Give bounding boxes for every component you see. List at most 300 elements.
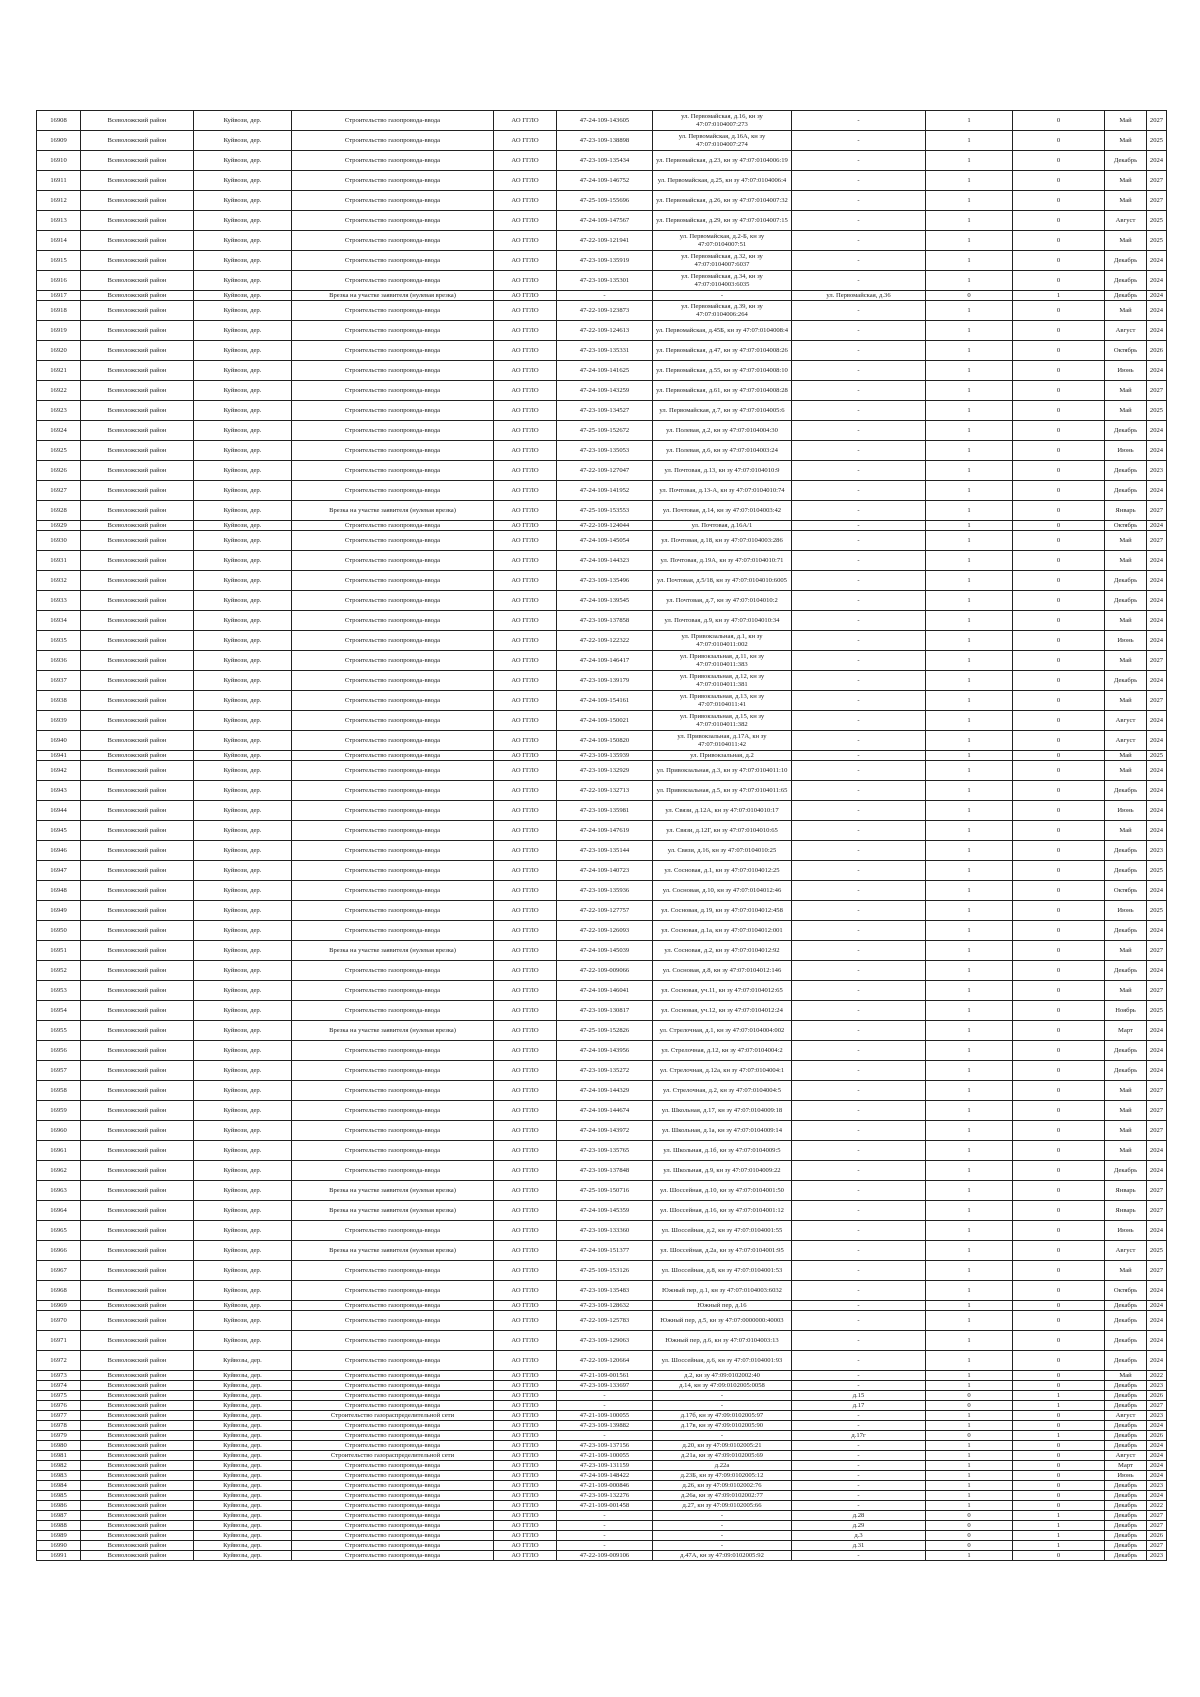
- settlement-cell: Куйвозы, дер.: [194, 1431, 292, 1441]
- work-type-cell: Строительство газопровода-ввода: [292, 631, 494, 651]
- row-number: 16925: [37, 441, 81, 461]
- table-row: [37, 131, 1167, 151]
- count-a-cell: 1: [926, 1371, 1013, 1381]
- address-cell: -: [792, 671, 926, 691]
- address-cell: -: [792, 1551, 926, 1561]
- count-b-cell: 0: [1013, 801, 1105, 821]
- organization-cell: АО ГГЛО: [494, 781, 557, 801]
- count-a-cell: 1: [926, 821, 1013, 841]
- count-b-cell: 0: [1013, 961, 1105, 981]
- table-row: [37, 1351, 1167, 1371]
- district-cell: Всеволожский район: [81, 1511, 194, 1521]
- year-cell: 2024: [1147, 731, 1167, 751]
- year-cell: 2024: [1147, 611, 1167, 631]
- count-b-cell: 0: [1013, 131, 1105, 151]
- address-cell: -: [792, 381, 926, 401]
- address-cell: -: [792, 1221, 926, 1241]
- count-b-cell: 0: [1013, 611, 1105, 631]
- address-cell: -: [792, 111, 926, 131]
- work-type-cell: Строительство газопровода-ввода: [292, 1331, 494, 1351]
- address-cell: -: [792, 421, 926, 441]
- settlement-cell: Куйвозы, дер.: [194, 1391, 292, 1401]
- count-a-cell: 1: [926, 901, 1013, 921]
- address-cadastral-cell: ул. Первомайская, д.61, кн зу 47:07:0104008:28: [653, 381, 792, 401]
- address-cadastral-cell: ул. Привокзальная, д.2: [653, 751, 792, 761]
- organization-cell: АО ГГЛО: [494, 271, 557, 291]
- organization-cell: АО ГГЛО: [494, 191, 557, 211]
- organization-cell: АО ГГЛО: [494, 571, 557, 591]
- organization-cell: АО ГГЛО: [494, 461, 557, 481]
- count-a-cell: 1: [926, 1301, 1013, 1311]
- month-cell: Май: [1105, 1121, 1147, 1141]
- address-cadastral-cell: ул. Почтовая, д.9, кн зу 47:07:0104010:34: [653, 611, 792, 631]
- table-row: [37, 421, 1167, 441]
- row-number: 16932: [37, 571, 81, 591]
- settlement-cell: Куйвози, дер.: [194, 651, 292, 671]
- count-a-cell: 1: [926, 521, 1013, 531]
- year-cell: 2024: [1147, 521, 1167, 531]
- settlement-cell: Куйвозы, дер.: [194, 1381, 292, 1391]
- district-cell: Всеволожский район: [81, 1021, 194, 1041]
- year-cell: 2024: [1147, 301, 1167, 321]
- settlement-cell: Куйвози, дер.: [194, 151, 292, 171]
- work-type-cell: Строительство газопровода-ввода: [292, 171, 494, 191]
- month-cell: Май: [1105, 751, 1147, 761]
- table-row: [37, 1041, 1167, 1061]
- work-type-cell: Строительство газопровода-ввода: [292, 1311, 494, 1331]
- address-cell: -: [792, 1181, 926, 1201]
- contract-number-cell: 47-24-109-141625: [557, 361, 653, 381]
- document-page: [36, 110, 1166, 1561]
- count-a-cell: 1: [926, 1041, 1013, 1061]
- year-cell: 2027: [1147, 111, 1167, 131]
- count-b-cell: 0: [1013, 1081, 1105, 1101]
- count-b-cell: 0: [1013, 1421, 1105, 1431]
- table-row: [37, 531, 1167, 551]
- address-cell: -: [792, 551, 926, 571]
- count-b-cell: 0: [1013, 191, 1105, 211]
- month-cell: Январь: [1105, 1201, 1147, 1221]
- table-row: [37, 1551, 1167, 1561]
- settlement-cell: Куйвози, дер.: [194, 631, 292, 651]
- count-a-cell: 1: [926, 1381, 1013, 1391]
- organization-cell: АО ГГЛО: [494, 1331, 557, 1351]
- row-number: 16952: [37, 961, 81, 981]
- address-cadastral-cell: ул. Шоссейная, д.8, кн зу 47:07:0104001:53: [653, 1261, 792, 1281]
- month-cell: Декабрь: [1105, 1521, 1147, 1531]
- organization-cell: АО ГГЛО: [494, 1381, 557, 1391]
- work-type-cell: Строительство газопровода-ввода: [292, 571, 494, 591]
- organization-cell: АО ГГЛО: [494, 1541, 557, 1551]
- settlement-cell: Куйвози, дер.: [194, 271, 292, 291]
- district-cell: Всеволожский район: [81, 1491, 194, 1501]
- table-row: [37, 1481, 1167, 1491]
- month-cell: Декабрь: [1105, 1481, 1147, 1491]
- settlement-cell: Куйвози, дер.: [194, 591, 292, 611]
- month-cell: Июнь: [1105, 441, 1147, 461]
- row-number: 16971: [37, 1331, 81, 1351]
- work-type-cell: Строительство газораспределительной сети: [292, 1411, 494, 1421]
- address-cell: д.15: [792, 1391, 926, 1401]
- contract-number-cell: 47-23-109-135331: [557, 341, 653, 361]
- month-cell: Май: [1105, 611, 1147, 631]
- address-cell: -: [792, 981, 926, 1001]
- row-number: 16915: [37, 251, 81, 271]
- count-a-cell: 1: [926, 1081, 1013, 1101]
- settlement-cell: Куйвози, дер.: [194, 171, 292, 191]
- table-row: [37, 551, 1167, 571]
- organization-cell: АО ГГЛО: [494, 841, 557, 861]
- address-cell: -: [792, 961, 926, 981]
- month-cell: Ноябрь: [1105, 1001, 1147, 1021]
- address-cadastral-cell: ул. Сосновая, д.19, кн зу 47:07:0104012:458: [653, 901, 792, 921]
- work-type-cell: Строительство газопровода-ввода: [292, 1471, 494, 1481]
- month-cell: Декабрь: [1105, 151, 1147, 171]
- count-a-cell: 1: [926, 881, 1013, 901]
- settlement-cell: Куйвози, дер.: [194, 821, 292, 841]
- count-b-cell: 0: [1013, 1061, 1105, 1081]
- address-cell: д.17: [792, 1401, 926, 1411]
- table-row: [37, 1411, 1167, 1421]
- year-cell: 2024: [1147, 1351, 1167, 1371]
- address-cell: -: [792, 1491, 926, 1501]
- address-cadastral-cell: ул. Стрелочная, д.12а, кн зу 47:07:0104004:1: [653, 1061, 792, 1081]
- settlement-cell: Куйвози, дер.: [194, 291, 292, 301]
- contract-number-cell: 47-24-109-150820: [557, 731, 653, 751]
- organization-cell: АО ГГЛО: [494, 711, 557, 731]
- row-number: 16984: [37, 1481, 81, 1491]
- address-cell: -: [792, 1311, 926, 1331]
- row-number: 16988: [37, 1521, 81, 1531]
- district-cell: Всеволожский район: [81, 1401, 194, 1411]
- table-row: [37, 341, 1167, 361]
- year-cell: 2023: [1147, 841, 1167, 861]
- address-cell: -: [792, 901, 926, 921]
- contract-number-cell: 47-24-109-151377: [557, 1241, 653, 1261]
- year-cell: 2024: [1147, 361, 1167, 381]
- count-a-cell: 1: [926, 1141, 1013, 1161]
- address-cell: -: [792, 1471, 926, 1481]
- address-cadastral-cell: ул. Сосновая, д.1, кн зу 47:07:0104012:25: [653, 861, 792, 881]
- address-cell: -: [792, 1241, 926, 1261]
- address-cadastral-cell: Южный пер, д.5, кн зу 47:07:0000000:40003: [653, 1311, 792, 1331]
- settlement-cell: Куйвози, дер.: [194, 191, 292, 211]
- month-cell: Май: [1105, 651, 1147, 671]
- contract-number-cell: 47-21-109-000846: [557, 1481, 653, 1491]
- row-number: 16933: [37, 591, 81, 611]
- contract-number-cell: 47-22-109-123873: [557, 301, 653, 321]
- work-type-cell: Строительство газопровода-ввода: [292, 1541, 494, 1551]
- count-a-cell: 1: [926, 801, 1013, 821]
- table-row: [37, 191, 1167, 211]
- district-cell: Всеволожский район: [81, 981, 194, 1001]
- contract-number-cell: 47-24-109-146417: [557, 651, 653, 671]
- count-b-cell: 0: [1013, 981, 1105, 1001]
- organization-cell: АО ГГЛО: [494, 1301, 557, 1311]
- month-cell: Май: [1105, 401, 1147, 421]
- work-type-cell: Строительство газопровода-ввода: [292, 1261, 494, 1281]
- settlement-cell: Куйвози, дер.: [194, 501, 292, 521]
- district-cell: Всеволожский район: [81, 1441, 194, 1451]
- count-a-cell: 1: [926, 1451, 1013, 1461]
- table-row: [37, 1331, 1167, 1351]
- year-cell: 2023: [1147, 1381, 1167, 1391]
- address-cadastral-cell: ул. Почтовая, д.19А, кн зу 47:07:0104010:71: [653, 551, 792, 571]
- count-b-cell: 0: [1013, 881, 1105, 901]
- district-cell: Всеволожский район: [81, 1181, 194, 1201]
- work-type-cell: Врезка на участке заявителя (нулевая врезка): [292, 1021, 494, 1041]
- settlement-cell: Куйвози, дер.: [194, 691, 292, 711]
- organization-cell: АО ГГЛО: [494, 881, 557, 901]
- month-cell: Декабрь: [1105, 1541, 1147, 1551]
- count-b-cell: 1: [1013, 291, 1105, 301]
- count-a-cell: 1: [926, 191, 1013, 211]
- count-b-cell: 0: [1013, 441, 1105, 461]
- count-b-cell: 0: [1013, 1141, 1105, 1161]
- district-cell: Всеволожский район: [81, 691, 194, 711]
- count-b-cell: 1: [1013, 1541, 1105, 1551]
- table-row: [37, 881, 1167, 901]
- organization-cell: АО ГГЛО: [494, 1061, 557, 1081]
- count-a-cell: 0: [926, 1511, 1013, 1521]
- count-a-cell: 1: [926, 1491, 1013, 1501]
- count-b-cell: 0: [1013, 321, 1105, 341]
- organization-cell: АО ГГЛО: [494, 231, 557, 251]
- row-number: 16916: [37, 271, 81, 291]
- row-number: 16908: [37, 111, 81, 131]
- row-number: 16975: [37, 1391, 81, 1401]
- year-cell: 2024: [1147, 1331, 1167, 1351]
- count-a-cell: 1: [926, 1311, 1013, 1331]
- address-cadastral-cell: ул. Первомайская, д.26, кн зу 47:07:0104007:32: [653, 191, 792, 211]
- organization-cell: АО ГГЛО: [494, 251, 557, 271]
- row-number: 16964: [37, 1201, 81, 1221]
- district-cell: Всеволожский район: [81, 1241, 194, 1261]
- settlement-cell: Куйвози, дер.: [194, 381, 292, 401]
- work-type-cell: Строительство газопровода-ввода: [292, 1511, 494, 1521]
- month-cell: Декабрь: [1105, 921, 1147, 941]
- organization-cell: АО ГГЛО: [494, 301, 557, 321]
- count-b-cell: 0: [1013, 301, 1105, 321]
- month-cell: Май: [1105, 1081, 1147, 1101]
- count-b-cell: 0: [1013, 1221, 1105, 1241]
- count-b-cell: 0: [1013, 1161, 1105, 1181]
- district-cell: Всеволожский район: [81, 651, 194, 671]
- month-cell: Декабрь: [1105, 1161, 1147, 1181]
- month-cell: Май: [1105, 191, 1147, 211]
- year-cell: 2027: [1147, 501, 1167, 521]
- work-type-cell: Строительство газопровода-ввода: [292, 1351, 494, 1371]
- organization-cell: АО ГГЛО: [494, 751, 557, 761]
- address-cell: -: [792, 1301, 926, 1311]
- address-cadastral-cell: ул. Привокзальная, д.15, кн зу 47:07:0104011:382: [653, 711, 792, 731]
- address-cadastral-cell: ул. Сосновая, уч.11, кн зу 47:07:0104012:65: [653, 981, 792, 1001]
- settlement-cell: Куйвози, дер.: [194, 861, 292, 881]
- district-cell: Всеволожский район: [81, 1041, 194, 1061]
- count-a-cell: 1: [926, 551, 1013, 571]
- year-cell: 2026: [1147, 1431, 1167, 1441]
- address-cell: -: [792, 781, 926, 801]
- address-cell: -: [792, 211, 926, 231]
- contract-number-cell: 47-24-109-140723: [557, 861, 653, 881]
- row-number: 16986: [37, 1501, 81, 1511]
- year-cell: 2025: [1147, 131, 1167, 151]
- organization-cell: АО ГГЛО: [494, 1531, 557, 1541]
- district-cell: Всеволожский район: [81, 571, 194, 591]
- row-number: 16914: [37, 231, 81, 251]
- table-row: [37, 1471, 1167, 1481]
- month-cell: Март: [1105, 1021, 1147, 1041]
- address-cadastral-cell: ул. Стрелочная, д.1, кн зу 47:07:0104004:002: [653, 1021, 792, 1041]
- row-number: 16977: [37, 1411, 81, 1421]
- count-a-cell: 0: [926, 1521, 1013, 1531]
- table-row: [37, 1311, 1167, 1331]
- count-b-cell: 0: [1013, 1041, 1105, 1061]
- year-cell: 2025: [1147, 1241, 1167, 1261]
- settlement-cell: Куйвози, дер.: [194, 1141, 292, 1161]
- count-a-cell: 0: [926, 291, 1013, 301]
- organization-cell: АО ГГЛО: [494, 381, 557, 401]
- year-cell: 2025: [1147, 901, 1167, 921]
- table-row: [37, 711, 1167, 731]
- table-row: [37, 1121, 1167, 1141]
- address-cadastral-cell: ул. Привокзальная, д.13, кн зу 47:07:0104011:41: [653, 691, 792, 711]
- district-cell: Всеволожский район: [81, 1421, 194, 1431]
- organization-cell: АО ГГЛО: [494, 131, 557, 151]
- count-a-cell: 0: [926, 1431, 1013, 1441]
- month-cell: Июнь: [1105, 901, 1147, 921]
- contract-number-cell: 47-23-109-137858: [557, 611, 653, 631]
- count-a-cell: 1: [926, 731, 1013, 751]
- contract-number-cell: 47-22-109-124044: [557, 521, 653, 531]
- count-a-cell: 1: [926, 1551, 1013, 1561]
- row-number: 16949: [37, 901, 81, 921]
- year-cell: 2024: [1147, 801, 1167, 821]
- month-cell: Май: [1105, 761, 1147, 781]
- year-cell: 2027: [1147, 381, 1167, 401]
- contract-number-cell: 47-21-109-100055: [557, 1451, 653, 1461]
- row-number: 16981: [37, 1451, 81, 1461]
- district-cell: Всеволожский район: [81, 1351, 194, 1371]
- district-cell: Всеволожский район: [81, 551, 194, 571]
- year-cell: 2022: [1147, 1501, 1167, 1511]
- month-cell: Июнь: [1105, 361, 1147, 381]
- work-type-cell: Строительство газопровода-ввода: [292, 461, 494, 481]
- count-a-cell: 1: [926, 981, 1013, 1001]
- address-cadastral-cell: ул. Первомайская, д.32, кн зу 47:07:0104007:6037: [653, 251, 792, 271]
- district-cell: Всеволожский район: [81, 1141, 194, 1161]
- address-cadastral-cell: д.26а, кн зу 47:09:0102002:77: [653, 1491, 792, 1501]
- address-cell: -: [792, 691, 926, 711]
- month-cell: Декабрь: [1105, 571, 1147, 591]
- address-cadastral-cell: д.17б, кн зу 47:09:0102005:97: [653, 1411, 792, 1421]
- address-cadastral-cell: ул. Сосновая, д.2, кн зу 47:07:0104012:92: [653, 941, 792, 961]
- row-number: 16960: [37, 1121, 81, 1141]
- contract-number-cell: 47-23-109-132929: [557, 761, 653, 781]
- month-cell: Январь: [1105, 501, 1147, 521]
- count-b-cell: 0: [1013, 481, 1105, 501]
- address-cell: -: [792, 841, 926, 861]
- month-cell: Декабрь: [1105, 1501, 1147, 1511]
- row-number: 16965: [37, 1221, 81, 1241]
- year-cell: 2027: [1147, 1541, 1167, 1551]
- district-cell: Всеволожский район: [81, 631, 194, 651]
- count-b-cell: 0: [1013, 1481, 1105, 1491]
- count-b-cell: 0: [1013, 1121, 1105, 1141]
- table-row: [37, 211, 1167, 231]
- count-a-cell: 1: [926, 421, 1013, 441]
- work-type-cell: Строительство газопровода-ввода: [292, 521, 494, 531]
- month-cell: Декабрь: [1105, 1421, 1147, 1431]
- district-cell: Всеволожский район: [81, 1201, 194, 1221]
- district-cell: Всеволожский район: [81, 1001, 194, 1021]
- count-b-cell: 0: [1013, 421, 1105, 441]
- row-number: 16941: [37, 751, 81, 761]
- organization-cell: АО ГГЛО: [494, 401, 557, 421]
- settlement-cell: Куйвози, дер.: [194, 481, 292, 501]
- count-b-cell: 0: [1013, 1471, 1105, 1481]
- district-cell: Всеволожский район: [81, 271, 194, 291]
- district-cell: Всеволожский район: [81, 1381, 194, 1391]
- organization-cell: АО ГГЛО: [494, 501, 557, 521]
- settlement-cell: Куйвози, дер.: [194, 551, 292, 571]
- count-b-cell: 0: [1013, 631, 1105, 651]
- address-cadastral-cell: ул. Связи, д.12А, кн зу 47:07:0104010:17: [653, 801, 792, 821]
- row-number: 16979: [37, 1431, 81, 1441]
- address-cell: ул. Первомайская, д.36: [792, 291, 926, 301]
- row-number: 16940: [37, 731, 81, 751]
- count-b-cell: 0: [1013, 671, 1105, 691]
- month-cell: Август: [1105, 1451, 1147, 1461]
- organization-cell: АО ГГЛО: [494, 611, 557, 631]
- month-cell: Декабрь: [1105, 461, 1147, 481]
- row-number: 16991: [37, 1551, 81, 1561]
- table-row: [37, 1441, 1167, 1451]
- year-cell: 2027: [1147, 1181, 1167, 1201]
- address-cadastral-cell: ул. Привокзальная, д.11, кн зу 47:07:0104011:383: [653, 651, 792, 671]
- address-cadastral-cell: Южный пер, д.6, кн зу 47:07:0104003:13: [653, 1331, 792, 1351]
- count-a-cell: 1: [926, 211, 1013, 231]
- year-cell: 2025: [1147, 211, 1167, 231]
- settlement-cell: Куйвози, дер.: [194, 711, 292, 731]
- work-type-cell: Строительство газопровода-ввода: [292, 611, 494, 631]
- year-cell: 2024: [1147, 961, 1167, 981]
- settlement-cell: Куйвози, дер.: [194, 401, 292, 421]
- district-cell: Всеволожский район: [81, 1541, 194, 1551]
- table-row: [37, 1391, 1167, 1401]
- year-cell: 2027: [1147, 1081, 1167, 1101]
- count-b-cell: 0: [1013, 861, 1105, 881]
- address-cell: д.28: [792, 1511, 926, 1521]
- district-cell: Всеволожский район: [81, 731, 194, 751]
- address-cell: -: [792, 191, 926, 211]
- count-b-cell: 0: [1013, 381, 1105, 401]
- year-cell: 2024: [1147, 1421, 1167, 1431]
- month-cell: Октябрь: [1105, 881, 1147, 901]
- count-b-cell: 0: [1013, 1001, 1105, 1021]
- month-cell: Декабрь: [1105, 591, 1147, 611]
- district-cell: Всеволожский район: [81, 1461, 194, 1471]
- contract-number-cell: 47-25-109-150716: [557, 1181, 653, 1201]
- count-b-cell: 0: [1013, 711, 1105, 731]
- table-row: [37, 611, 1167, 631]
- settlement-cell: Куйвози, дер.: [194, 881, 292, 901]
- count-a-cell: 1: [926, 1481, 1013, 1491]
- count-a-cell: 1: [926, 441, 1013, 461]
- district-cell: Всеволожский район: [81, 1471, 194, 1481]
- organization-cell: АО ГГЛО: [494, 1471, 557, 1481]
- settlement-cell: Куйвозы, дер.: [194, 1521, 292, 1531]
